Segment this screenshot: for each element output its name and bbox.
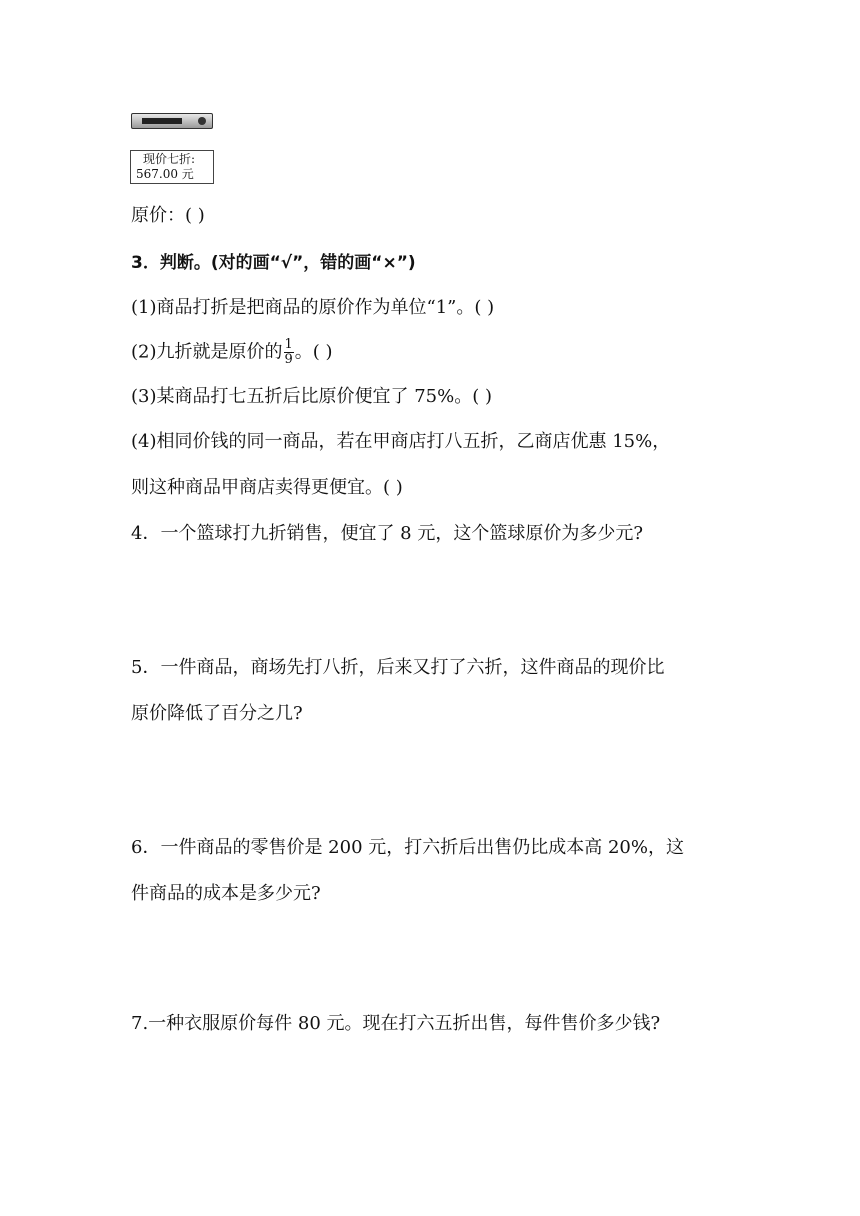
- question-4: 4．一个篮球打九折销售，便宜了 8 元，这个篮球原价为多少元?: [131, 523, 643, 544]
- question-7: 7.一种衣服原价每件 80 元。现在打六五折出售，每件售价多少钱?: [131, 1013, 661, 1034]
- q3-item-4-line-1: (4)相同价钱的同一商品，若在甲商店打八五折，乙商店优惠 15%，: [131, 431, 671, 452]
- price-tag-label: 现价七折:: [143, 152, 196, 166]
- fraction-numerator: 1: [284, 337, 293, 352]
- question-6-line-2: 件商品的成本是多少元?: [131, 883, 321, 904]
- fraction-one-ninth: [284, 338, 294, 367]
- q3-item-2-text: (2)九折就是原价的: [131, 341, 283, 363]
- question-5-line-2: 原价降低了百分之几?: [131, 703, 303, 724]
- knob: [198, 117, 206, 125]
- question-5-line-1: 5．一件商品，商场先打八折，后来又打了六折，这件商品的现价比: [131, 657, 665, 678]
- fraction-denominator: 9: [284, 352, 293, 367]
- dvd-player-image: [131, 113, 213, 129]
- display-panel: [142, 118, 182, 124]
- q3-item-3: (3)某商品打七五折后比原价便宜了 75%。( ): [131, 386, 492, 407]
- q3-item-2-tail: 。( ): [294, 341, 333, 363]
- question-6-line-1: 6．一件商品的零售价是 200 元，打六折后出售仍比成本高 20%，这: [131, 837, 684, 858]
- q3-item-2: [131, 338, 333, 367]
- q3-item-4-line-2: 则这种商品甲商店卖得更便宜。( ): [131, 477, 403, 498]
- q3-item-1: (1)商品打折是把商品的原价作为单位“1”。( ): [131, 297, 495, 318]
- price-tag-value: 567.00 元: [136, 167, 194, 181]
- question-3-title: 3．判断。(对的画“√”，错的画“×”): [131, 253, 416, 273]
- original-price-answer: 原价：( ): [131, 205, 205, 226]
- price-tag: [130, 150, 214, 184]
